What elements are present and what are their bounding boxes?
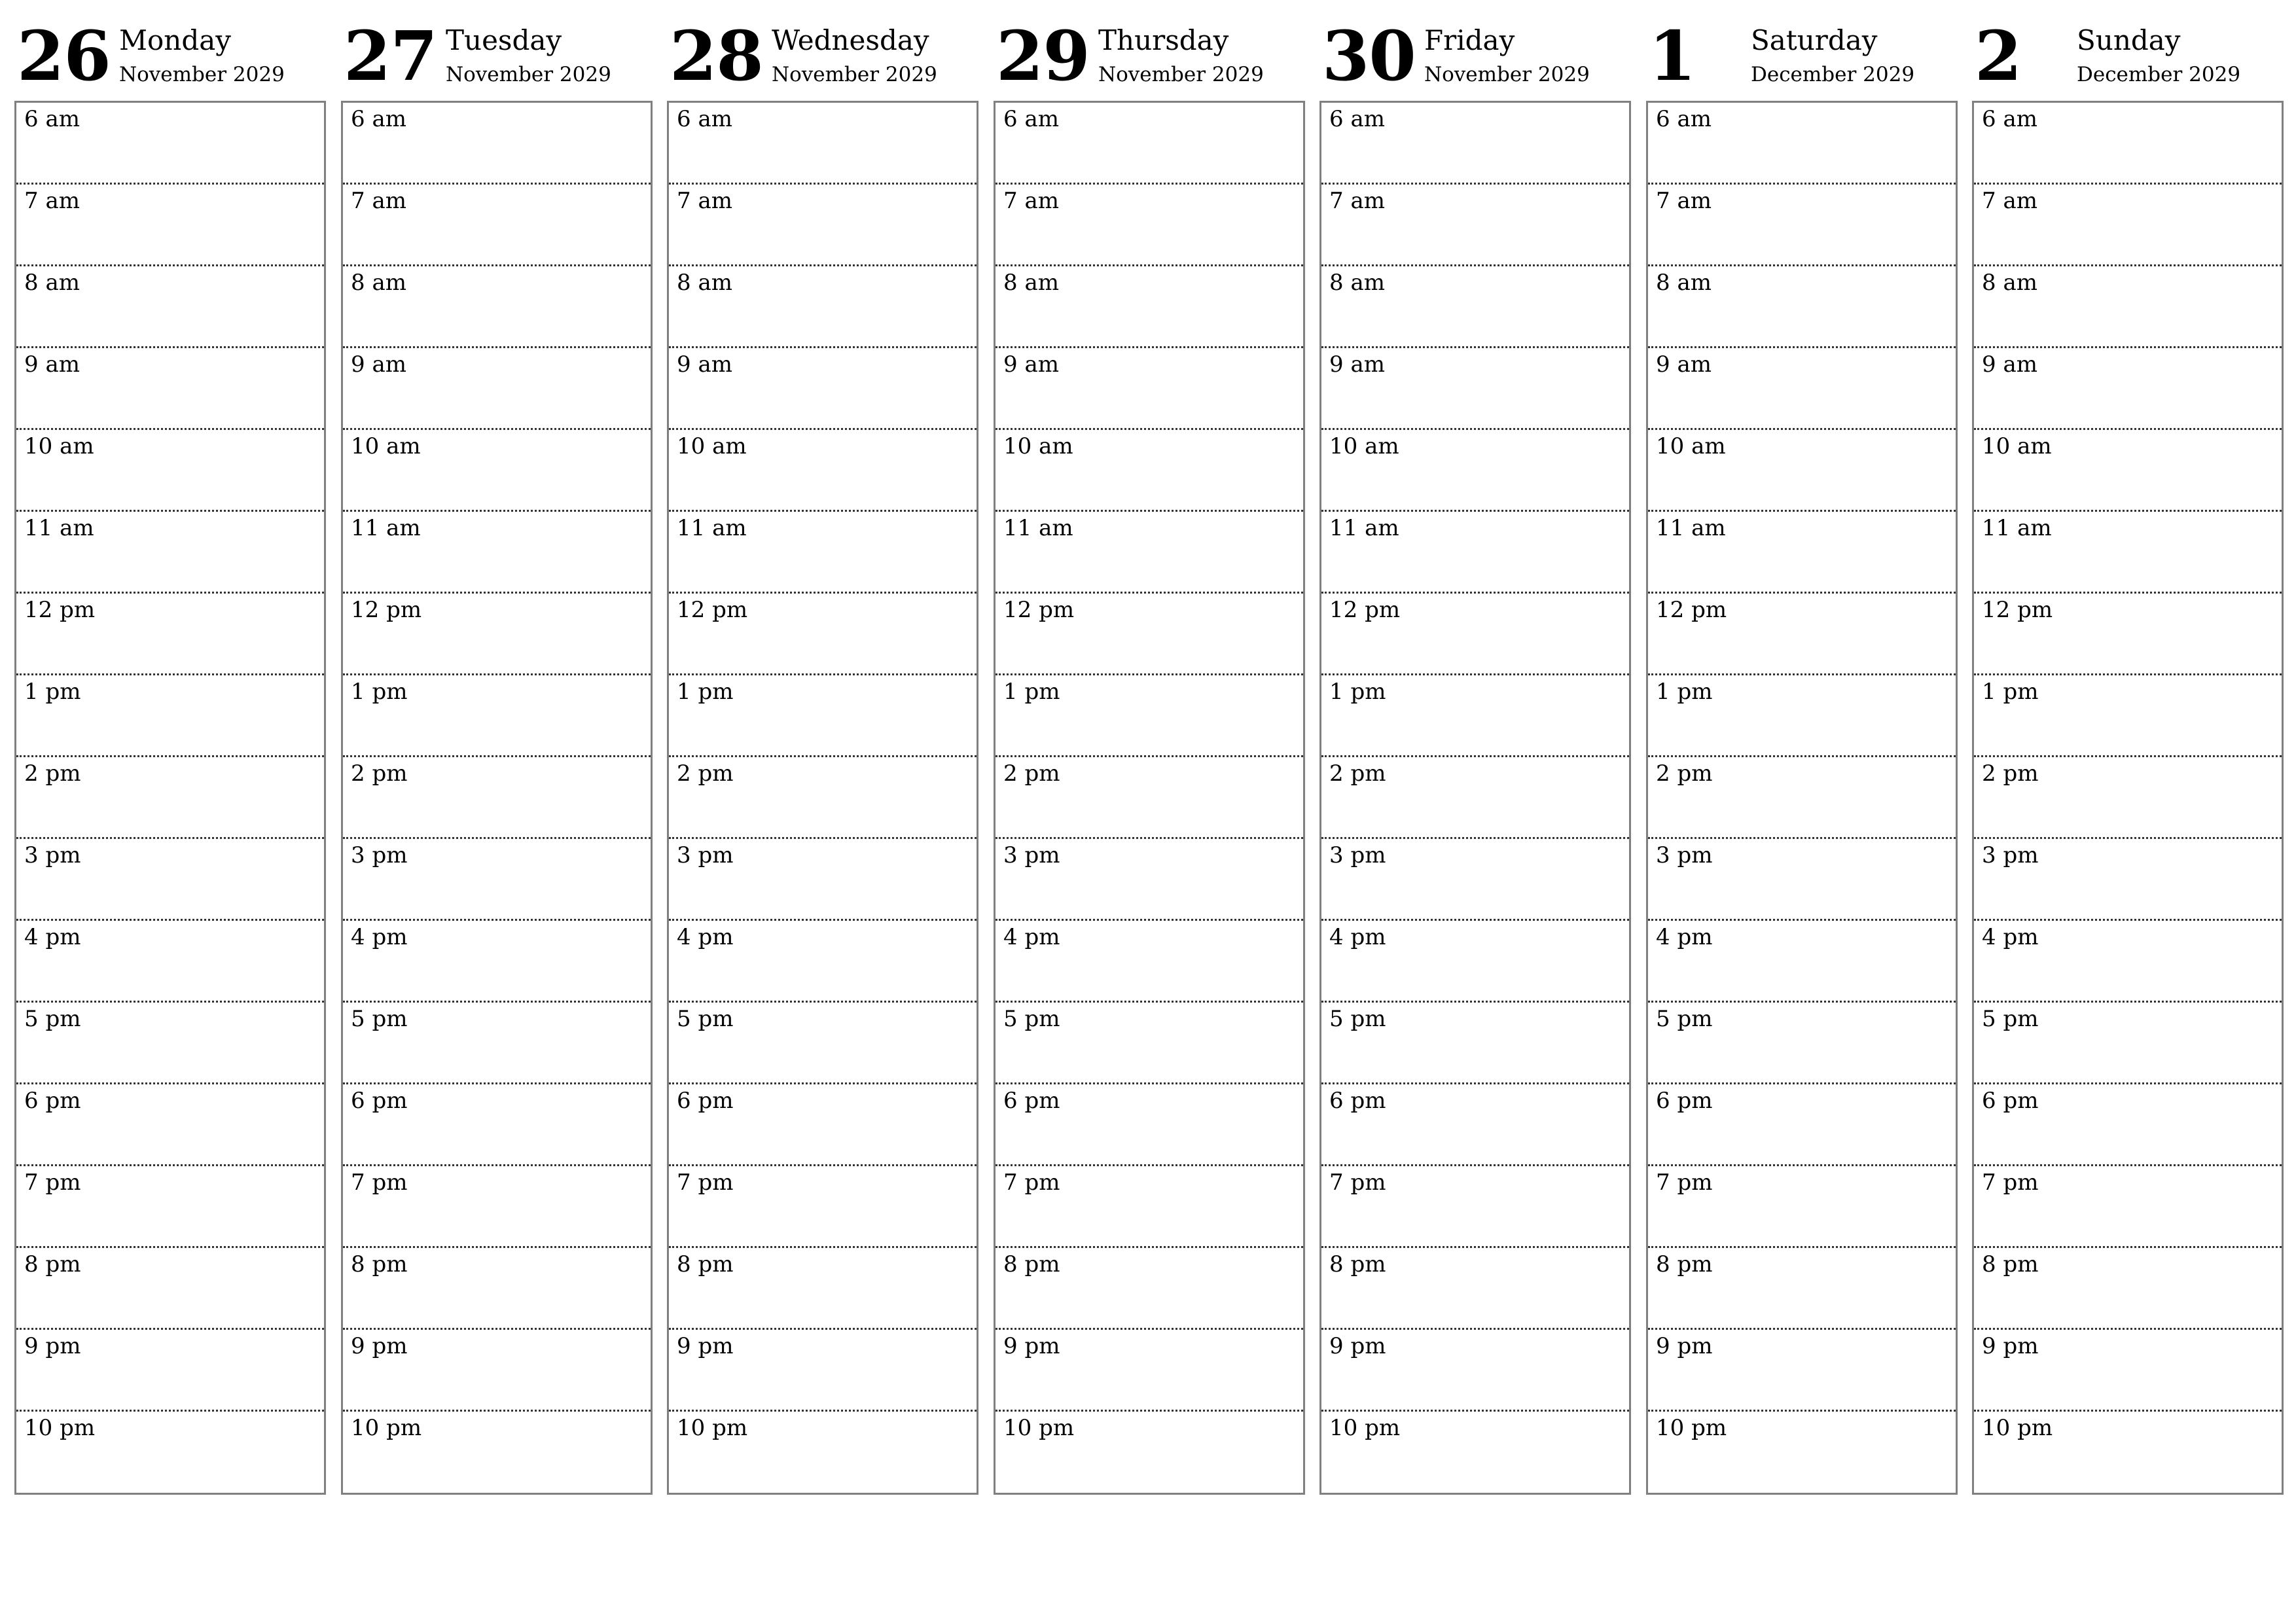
time-slot[interactable]: [996, 594, 1303, 675]
time-slot[interactable]: [669, 348, 977, 430]
time-slot-label: 9 pm: [24, 1333, 81, 1359]
day-weekday: Thursday: [1098, 24, 1229, 56]
time-slot[interactable]: [1648, 1248, 1956, 1330]
time-slot[interactable]: [669, 185, 977, 266]
time-slot-label: 8 am: [24, 270, 80, 296]
day-column: [667, 0, 980, 1499]
time-slot-label: 10 am: [24, 433, 94, 459]
time-slot[interactable]: [343, 839, 651, 921]
time-slot[interactable]: [343, 1412, 651, 1493]
time-slot-label: 7 pm: [1329, 1169, 1386, 1196]
time-slot[interactable]: [343, 594, 651, 675]
time-slot-label: 7 am: [1656, 188, 1712, 214]
day-month: November 2029: [119, 63, 285, 86]
time-slot-label: 11 am: [1329, 515, 1399, 541]
time-slot-label: 8 pm: [351, 1251, 408, 1277]
time-slot[interactable]: [669, 1330, 977, 1412]
day-number: 2: [1975, 16, 2022, 96]
time-slot[interactable]: [343, 757, 651, 839]
day-weekday: Wednesday: [772, 24, 929, 56]
time-slot-label: 7 am: [677, 188, 732, 214]
time-slot-label: 9 pm: [1003, 1333, 1060, 1359]
time-slot-label: 12 pm: [1329, 597, 1401, 623]
time-slot-label: 7 pm: [24, 1169, 81, 1196]
day-number: 30: [1322, 16, 1416, 96]
time-slot-label: 12 pm: [1656, 597, 1727, 623]
time-slot[interactable]: [996, 1003, 1303, 1084]
time-slot-label: 12 pm: [1003, 597, 1075, 623]
time-slot-label: 10 pm: [24, 1415, 96, 1441]
time-slot[interactable]: [1321, 103, 1629, 185]
time-slot[interactable]: [343, 185, 651, 266]
time-slot[interactable]: [1321, 675, 1629, 757]
time-slot-label: 9 pm: [1329, 1333, 1386, 1359]
time-slot-label: 1 pm: [677, 679, 734, 705]
time-slot-label: 7 pm: [1003, 1169, 1060, 1196]
time-slot[interactable]: [1648, 1003, 1956, 1084]
time-slot-label: 11 am: [24, 515, 94, 541]
time-slot-label: 4 pm: [24, 924, 81, 950]
time-slot-label: 8 pm: [677, 1251, 734, 1277]
time-slot[interactable]: [1321, 757, 1629, 839]
day-schedule-box: [1319, 101, 1631, 1495]
time-slot[interactable]: [16, 103, 324, 185]
time-slot-label: 9 pm: [1656, 1333, 1713, 1359]
time-slot-label: 5 pm: [351, 1006, 408, 1032]
time-slot-label: 5 pm: [1656, 1006, 1713, 1032]
time-slot-label: 6 am: [351, 106, 406, 132]
time-slot[interactable]: [16, 1003, 324, 1084]
day-column: [994, 0, 1306, 1499]
time-slot-label: 7 am: [1329, 188, 1385, 214]
time-slot-label: 10 pm: [1656, 1415, 1727, 1441]
time-slot[interactable]: [669, 839, 977, 921]
time-slot-label: 8 am: [1329, 270, 1385, 296]
time-slot[interactable]: [16, 185, 324, 266]
time-slot[interactable]: [16, 757, 324, 839]
time-slot-label: 10 pm: [351, 1415, 422, 1441]
day-schedule-box: [667, 101, 978, 1495]
time-slot[interactable]: [1321, 1412, 1629, 1493]
time-slot[interactable]: [343, 348, 651, 430]
time-slot[interactable]: [996, 1084, 1303, 1166]
day-month: December 2029: [2077, 63, 2241, 86]
time-slot-label: 9 pm: [677, 1333, 734, 1359]
time-slot[interactable]: [343, 675, 651, 757]
time-slot-label: 11 am: [1656, 515, 1726, 541]
time-slot-label: 6 am: [1329, 106, 1385, 132]
time-slot[interactable]: [1974, 1412, 2282, 1493]
time-slot[interactable]: [1974, 921, 2282, 1003]
time-slot[interactable]: [343, 921, 651, 1003]
time-slot[interactable]: [669, 512, 977, 594]
day-weekday: Tuesday: [446, 24, 562, 56]
time-slot[interactable]: [1648, 839, 1956, 921]
time-slot[interactable]: [1648, 1166, 1956, 1248]
time-slot-label: 4 pm: [677, 924, 734, 950]
time-slot[interactable]: [1648, 430, 1956, 512]
time-slot-label: 10 am: [351, 433, 421, 459]
time-slot[interactable]: [1974, 266, 2282, 348]
time-slot-label: 9 am: [24, 351, 80, 378]
day-month: November 2029: [446, 63, 611, 86]
time-slot-label: 3 pm: [1329, 842, 1386, 868]
time-slot-label: 11 am: [1003, 515, 1073, 541]
time-slot-label: 2 pm: [1982, 760, 2039, 787]
day-column: [14, 0, 327, 1499]
day-header: [1319, 0, 1632, 101]
day-month: November 2029: [772, 63, 937, 86]
time-slot-label: 10 pm: [1329, 1415, 1401, 1441]
time-slot[interactable]: [996, 348, 1303, 430]
time-slot-label: 9 am: [1329, 351, 1385, 378]
time-slot-label: 6 am: [677, 106, 732, 132]
time-slot-label: 9 am: [677, 351, 732, 378]
day-header: [1646, 0, 1959, 101]
time-slot[interactable]: [1648, 757, 1956, 839]
time-slot[interactable]: [996, 266, 1303, 348]
day-month: December 2029: [1751, 63, 1915, 86]
time-slot[interactable]: [1321, 1166, 1629, 1248]
day-month: November 2029: [1424, 63, 1590, 86]
time-slot[interactable]: [1648, 103, 1956, 185]
time-slot-label: 6 am: [1982, 106, 2037, 132]
time-slot-label: 4 pm: [1656, 924, 1713, 950]
time-slot-label: 6 am: [1003, 106, 1059, 132]
time-slot[interactable]: [1321, 185, 1629, 266]
time-slot-label: 8 pm: [1329, 1251, 1386, 1277]
time-slot-label: 6 pm: [1329, 1088, 1386, 1114]
time-slot-label: 12 pm: [1982, 597, 2053, 623]
time-slot[interactable]: [1974, 1003, 2282, 1084]
time-slot-label: 6 am: [24, 106, 80, 132]
time-slot-label: 10 pm: [1982, 1415, 2053, 1441]
time-slot[interactable]: [1648, 348, 1956, 430]
time-slot[interactable]: [1321, 594, 1629, 675]
day-number: 26: [17, 16, 111, 96]
day-column: [341, 0, 654, 1499]
time-slot-label: 7 pm: [1982, 1169, 2039, 1196]
time-slot[interactable]: [996, 921, 1303, 1003]
day-weekday: Sunday: [2077, 24, 2181, 56]
time-slot-label: 8 am: [351, 270, 406, 296]
time-slot-label: 8 am: [677, 270, 732, 296]
time-slot-label: 1 pm: [1329, 679, 1386, 705]
time-slot-label: 1 pm: [1982, 679, 2039, 705]
time-slot-label: 12 pm: [351, 597, 422, 623]
time-slot[interactable]: [343, 430, 651, 512]
time-slot[interactable]: [669, 675, 977, 757]
day-column: [1972, 0, 2285, 1499]
time-slot-label: 8 pm: [1003, 1251, 1060, 1277]
time-slot[interactable]: [343, 1084, 651, 1166]
time-slot[interactable]: [669, 266, 977, 348]
time-slot[interactable]: [1648, 185, 1956, 266]
time-slot[interactable]: [1648, 266, 1956, 348]
day-number: 28: [670, 16, 763, 96]
time-slot-label: 6 pm: [24, 1088, 81, 1114]
time-slot[interactable]: [1974, 512, 2282, 594]
time-slot-label: 2 pm: [24, 760, 81, 787]
day-schedule-box: [1972, 101, 2284, 1495]
time-slot-label: 8 am: [1656, 270, 1712, 296]
day-header: [341, 0, 654, 101]
time-slot[interactable]: [1974, 348, 2282, 430]
time-slot[interactable]: [1648, 1084, 1956, 1166]
time-slot[interactable]: [669, 103, 977, 185]
time-slot-label: 9 am: [351, 351, 406, 378]
time-slot[interactable]: [16, 430, 324, 512]
time-slot[interactable]: [16, 266, 324, 348]
time-slot[interactable]: [669, 757, 977, 839]
time-slot-label: 7 pm: [677, 1169, 734, 1196]
time-slot[interactable]: [669, 1084, 977, 1166]
time-slot-label: 7 am: [1982, 188, 2037, 214]
time-slot-label: 10 am: [1656, 433, 1726, 459]
time-slot-label: 6 pm: [351, 1088, 408, 1114]
day-schedule-box: [1646, 101, 1958, 1495]
time-slot[interactable]: [343, 1330, 651, 1412]
time-slot-label: 10 pm: [1003, 1415, 1075, 1441]
time-slot-label: 11 am: [351, 515, 421, 541]
time-slot[interactable]: [343, 1166, 651, 1248]
time-slot-label: 3 pm: [1003, 842, 1060, 868]
time-slot[interactable]: [1648, 1412, 1956, 1493]
time-slot-label: 11 am: [1982, 515, 2052, 541]
time-slot[interactable]: [1974, 103, 2282, 185]
time-slot-label: 10 am: [1982, 433, 2052, 459]
time-slot[interactable]: [343, 266, 651, 348]
time-slot[interactable]: [1321, 1003, 1629, 1084]
day-schedule-box: [994, 101, 1305, 1495]
time-slot[interactable]: [1974, 757, 2282, 839]
time-slot-label: 3 pm: [677, 842, 734, 868]
time-slot[interactable]: [1974, 1166, 2282, 1248]
time-slot[interactable]: [16, 1084, 324, 1166]
time-slot[interactable]: [16, 1166, 324, 1248]
time-slot[interactable]: [1974, 839, 2282, 921]
time-slot-label: 9 pm: [351, 1333, 408, 1359]
time-slot[interactable]: [669, 430, 977, 512]
time-slot-label: 9 pm: [1982, 1333, 2039, 1359]
time-slot-label: 6 pm: [1003, 1088, 1060, 1114]
time-slot-label: 3 pm: [1656, 842, 1713, 868]
time-slot[interactable]: [1321, 839, 1629, 921]
time-slot[interactable]: [1648, 594, 1956, 675]
time-slot[interactable]: [16, 839, 324, 921]
time-slot-label: 3 pm: [24, 842, 81, 868]
time-slot-label: 6 pm: [1656, 1088, 1713, 1114]
time-slot-label: 9 am: [1003, 351, 1059, 378]
time-slot[interactable]: [1974, 1084, 2282, 1166]
time-slot[interactable]: [1974, 675, 2282, 757]
time-slot[interactable]: [996, 1330, 1303, 1412]
time-slot[interactable]: [16, 1412, 324, 1493]
time-slot[interactable]: [16, 348, 324, 430]
time-slot[interactable]: [1321, 1248, 1629, 1330]
time-slot[interactable]: [1648, 1330, 1956, 1412]
time-slot-label: 8 pm: [1982, 1251, 2039, 1277]
time-slot-label: 8 pm: [1656, 1251, 1713, 1277]
time-slot[interactable]: [1648, 921, 1956, 1003]
time-slot[interactable]: [1648, 512, 1956, 594]
time-slot-label: 5 pm: [1329, 1006, 1386, 1032]
day-header: [667, 0, 980, 101]
time-slot[interactable]: [996, 185, 1303, 266]
time-slot-label: 5 pm: [677, 1006, 734, 1032]
time-slot-label: 7 am: [351, 188, 406, 214]
time-slot[interactable]: [343, 512, 651, 594]
time-slot[interactable]: [996, 103, 1303, 185]
time-slot-label: 11 am: [677, 515, 747, 541]
time-slot[interactable]: [1974, 1248, 2282, 1330]
time-slot-label: 5 pm: [24, 1006, 81, 1032]
time-slot[interactable]: [16, 1330, 324, 1412]
time-slot[interactable]: [669, 1412, 977, 1493]
time-slot-label: 9 am: [1982, 351, 2037, 378]
time-slot[interactable]: [1321, 348, 1629, 430]
time-slot[interactable]: [1321, 266, 1629, 348]
time-slot-label: 5 pm: [1982, 1006, 2039, 1032]
time-slot-label: 10 am: [1003, 433, 1073, 459]
time-slot-label: 12 pm: [24, 597, 96, 623]
time-slot-label: 6 pm: [677, 1088, 734, 1114]
time-slot-label: 8 am: [1003, 270, 1059, 296]
time-slot-label: 3 pm: [1982, 842, 2039, 868]
day-column: [1319, 0, 1632, 1499]
time-slot-label: 4 pm: [351, 924, 408, 950]
time-slot-label: 10 am: [1329, 433, 1399, 459]
time-slot-label: 2 pm: [1656, 760, 1713, 787]
time-slot-label: 4 pm: [1982, 924, 2039, 950]
time-slot-label: 10 pm: [677, 1415, 748, 1441]
time-slot[interactable]: [1974, 185, 2282, 266]
time-slot[interactable]: [996, 839, 1303, 921]
time-slot[interactable]: [16, 1248, 324, 1330]
day-weekday: Saturday: [1751, 24, 1878, 56]
time-slot-label: 10 am: [677, 433, 747, 459]
time-slot-label: 9 am: [1656, 351, 1712, 378]
time-slot-label: 7 am: [1003, 188, 1059, 214]
time-slot-label: 7 am: [24, 188, 80, 214]
day-weekday: Monday: [119, 24, 231, 56]
time-slot[interactable]: [1974, 594, 2282, 675]
time-slot[interactable]: [669, 1248, 977, 1330]
time-slot[interactable]: [669, 594, 977, 675]
time-slot[interactable]: [996, 757, 1303, 839]
time-slot[interactable]: [996, 675, 1303, 757]
time-slot[interactable]: [16, 512, 324, 594]
time-slot-label: 1 pm: [1003, 679, 1060, 705]
time-slot[interactable]: [1321, 430, 1629, 512]
time-slot[interactable]: [343, 1003, 651, 1084]
day-header: [1972, 0, 2285, 101]
day-schedule-box: [341, 101, 653, 1495]
day-month: November 2029: [1098, 63, 1264, 86]
time-slot[interactable]: [669, 1166, 977, 1248]
time-slot-label: 4 pm: [1003, 924, 1060, 950]
day-header: [14, 0, 327, 101]
time-slot[interactable]: [996, 1412, 1303, 1493]
time-slot-label: 2 pm: [1329, 760, 1386, 787]
time-slot-label: 6 pm: [1982, 1088, 2039, 1114]
day-number: 29: [996, 16, 1090, 96]
time-slot[interactable]: [16, 675, 324, 757]
time-slot[interactable]: [996, 512, 1303, 594]
time-slot-label: 3 pm: [351, 842, 408, 868]
time-slot[interactable]: [1648, 675, 1956, 757]
day-number: 1: [1649, 16, 1696, 96]
time-slot[interactable]: [343, 1248, 651, 1330]
time-slot-label: 1 pm: [24, 679, 81, 705]
time-slot[interactable]: [343, 103, 651, 185]
day-number: 27: [344, 16, 437, 96]
weekly-planner: [14, 0, 2286, 1499]
time-slot-label: 2 pm: [677, 760, 734, 787]
time-slot-label: 7 pm: [351, 1169, 408, 1196]
time-slot[interactable]: [1321, 921, 1629, 1003]
day-header: [994, 0, 1306, 101]
time-slot[interactable]: [669, 1003, 977, 1084]
time-slot-label: 8 am: [1982, 270, 2037, 296]
time-slot-label: 6 am: [1656, 106, 1712, 132]
time-slot-label: 2 pm: [1003, 760, 1060, 787]
time-slot[interactable]: [16, 921, 324, 1003]
time-slot[interactable]: [1321, 512, 1629, 594]
time-slot[interactable]: [1321, 1084, 1629, 1166]
time-slot[interactable]: [1974, 1330, 2282, 1412]
time-slot[interactable]: [1321, 1330, 1629, 1412]
day-schedule-box: [14, 101, 326, 1495]
time-slot[interactable]: [996, 1166, 1303, 1248]
time-slot-label: 4 pm: [1329, 924, 1386, 950]
day-weekday: Friday: [1424, 24, 1515, 56]
time-slot[interactable]: [669, 921, 977, 1003]
time-slot-label: 12 pm: [677, 597, 748, 623]
time-slot-label: 8 pm: [24, 1251, 81, 1277]
day-column: [1646, 0, 1959, 1499]
time-slot-label: 1 pm: [351, 679, 408, 705]
time-slot-label: 1 pm: [1656, 679, 1713, 705]
time-slot-label: 2 pm: [351, 760, 408, 787]
time-slot-label: 5 pm: [1003, 1006, 1060, 1032]
time-slot-label: 7 pm: [1656, 1169, 1713, 1196]
time-slot[interactable]: [16, 594, 324, 675]
time-slot[interactable]: [996, 1248, 1303, 1330]
time-slot[interactable]: [996, 430, 1303, 512]
time-slot[interactable]: [1974, 430, 2282, 512]
